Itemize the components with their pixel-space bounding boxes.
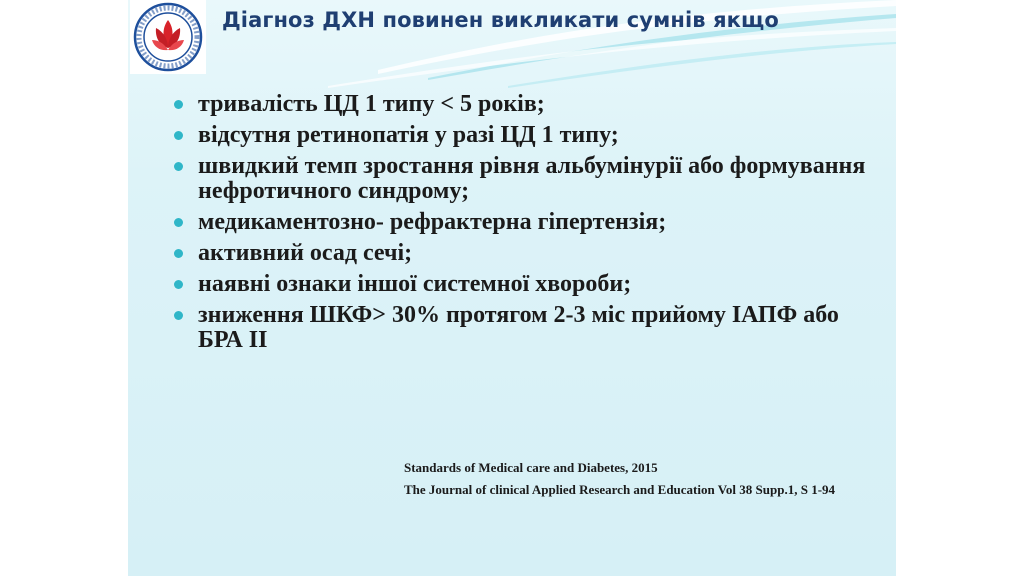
logo-emblem (130, 0, 206, 74)
list-item-text: активний осад сечі; (198, 240, 413, 266)
bullet-dot-icon (174, 249, 183, 258)
list-item-text: швидкий темп зростання рівня альбумінурії або формування нефротичного синдрому; (198, 153, 866, 204)
bullet-dot-icon (174, 100, 183, 109)
bullet-dot-icon (174, 311, 183, 320)
reference-item: Standards of Medical care and Diabetes, 2015 (404, 460, 658, 475)
reference-item: The Journal of clinical Applied Research and Education Vol 38 Supp.1, S 1-94 (404, 482, 836, 497)
list-item-text: наявні ознаки іншої системної хвороби; (198, 271, 632, 297)
list-item (174, 154, 874, 204)
list-item (174, 92, 874, 117)
list-item (174, 303, 874, 353)
bullet-dot-icon (174, 131, 183, 140)
list-item-text: тривалість ЦД 1 типу < 5 років; (198, 91, 545, 117)
list-item (174, 210, 874, 235)
list-item-text: відсутня ретинопатія у разі ЦД 1 типу; (198, 122, 619, 148)
criteria-list (174, 92, 874, 359)
list-item (174, 241, 874, 266)
institute-logo (130, 0, 206, 74)
list-item-text: медикаментозно- рефрактерна гіпертензія; (198, 209, 667, 235)
list-item (174, 272, 874, 297)
bullet-dot-icon (174, 280, 183, 289)
slide (128, 0, 896, 576)
list-item-text: зниження ШКФ> 30% протягом 2-3 міс прийому ІАПФ або БРА ІІ (198, 302, 839, 353)
bullet-dot-icon (174, 218, 183, 227)
references (404, 460, 864, 504)
list-item (174, 123, 874, 148)
slide-title: Діагноз ДХН повинен викликати сумнів якщо (222, 8, 779, 32)
bullet-dot-icon (174, 162, 183, 171)
